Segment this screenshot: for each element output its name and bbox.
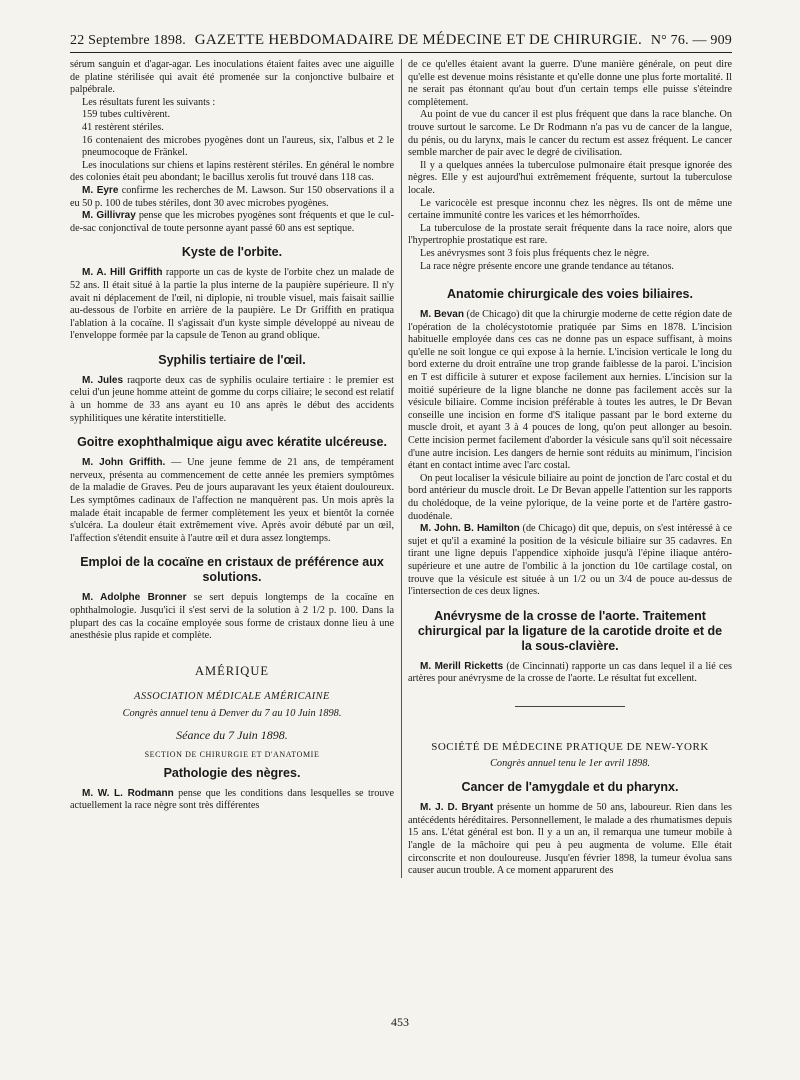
section-heading: Anévrysme de la crosse de l'aorte. Traitement chirurgical par la ligature de la carotide droite et de la sous-clavière.	[417, 608, 723, 653]
paragraph: La race nègre présente encore une grande tendance au tétanos.	[420, 260, 674, 272]
paragraph-text: (de Cincinnati) rapporte un cas dans lequel il a lié ces artères pour anévrysme de la crosse de l'aorte. Le résultat fut excellent.	[408, 660, 732, 685]
paragraph-text: rapporte un cas de kyste de l'orbite chez un malade de 52 ans. Il était situé à la partie la plus interne de la paupière supérieure. Il n'y avait ni déplacement de l'œil, ni diplopie, ni trouble visuel, mais faisait saillie au-dessous de l'orbite en arrière de la paupière. Le Dr Griffith en pratiqua l'ablation à la cocaïne. Il s'agissait d'un kyste simple développé au niveau de l'enveloppe formée par la capsule de Tenon au grand oblique.	[70, 267, 394, 342]
paragraph-text: présente un homme de 50 ans, laboureur. Rien dans les antécédents héréditaires. Personnellement, le malade a des rhumatismes depuis 15 ans. L'état général est bon. Il y a un an, il remarqua une tumeur mobile à l'angle de la mâchoire qui peu à peu augmenta de volume. Elle était circonscrite et non douloureuse. Jusqu'en février 1898, la tumeur évolua sans causer aucun trouble. A ce moment apparurent des	[408, 802, 732, 877]
author-name: M. Gillivray	[82, 210, 136, 222]
paragraph	[70, 185, 394, 210]
author-name: M. John. B. Hamilton	[420, 523, 520, 535]
society-name: SOCIÉTÉ DE MÉDECINE PRATIQUE DE NEW-YORK	[431, 740, 709, 753]
section-heading: Anatomie chirurgicale des voies biliaires.	[447, 287, 693, 302]
paragraph-text: — Une jeune femme de 21 ans, de tempérament nerveux, présenta au commencement de cette année les premiers symptômes de la maladie de Graves. Peu de jours auparavant les yeux étaient douloureux. Les symptômes cadinaux de l'affection ne manquèrent pas. Un mois après la malade était incapable de fermer complètement les yeux et bientôt la cornée s'ulcéra. La douleur était extrêmement vive. Après avoir débuté par un œil, l'affection s'étendit ensuite à l'autre œil et dura assez longtemps.	[70, 457, 395, 544]
paragraph-text: (de Chicago) dit que, depuis, on s'est intéressé à ce sujet et qu'il a examiné la position de la vésicule biliaire sur 35 cadavres. En tirant une ligne depuis l'appendice xiphoïde jusqu'à l'épine iliaque antéro-supérieure et une autre de l'ombilic à la jonction du 10e cartilage costal, on trouve que la vésicule est située à un 1/2 ou un 3/4 de pouce au-dessus de l'intersection de ces deux lignes.	[408, 523, 732, 598]
paragraph: La tuberculose de la prostate serait fréquente dans la race noire, alors que l'hypertrophie prostatique est rare.	[408, 222, 732, 247]
paragraph-text: pense que les conditions dans lesquelles se trouve actuellement la race nègre sont très différentes	[70, 787, 395, 812]
paragraph: Au point de vue du cancer il est plus fréquent que dans la race blanche. On trouve surtout le sarcome. Le Dr Rodmann n'a pas vu de cancer de la langue, du pénis, ou du larynx, mais le cancer du rectum est assez fréquent. Le cancer semble marcher de pair avec le degré de civilisation.	[408, 109, 732, 159]
paragraph	[408, 523, 732, 599]
author-name: M. A. Hill Griffith	[82, 267, 163, 279]
running-header	[70, 32, 732, 53]
header-date: 22 Septembre 1898.	[70, 33, 186, 48]
paragraph	[408, 661, 732, 686]
paragraph	[70, 592, 394, 642]
column-divider	[401, 59, 402, 878]
list-item: 41 restèrent stériles.	[82, 121, 164, 133]
paragraph-text: se sert depuis longtemps de la cocaïne en ophthalmologie. Jusqu'ici il s'est servi de la solution à 2 1/2 p. 100. Dans la plupart des cas la cocaïne employée sous forme de cristaux donne lieu à une anesthésie plus rapide et complète.	[70, 592, 394, 642]
author-name: M. J. D. Bryant	[420, 802, 494, 814]
paragraph	[70, 210, 394, 235]
paragraph	[70, 457, 394, 545]
society-name: ASSOCIATION MÉDICALE AMÉRICAINE	[134, 691, 330, 703]
paragraph	[70, 267, 394, 343]
paragraph	[408, 309, 732, 473]
session-date: Séance du 7 Juin 1898.	[176, 727, 288, 742]
section-heading: Kyste de l'orbite.	[181, 245, 283, 260]
paragraph-text: raqporte deux cas de syphilis oculaire tertiaire : le premier est celui d'un jeune homme atteint de gomme du corps ciliaire; le second est relatif à un homme de 33 ans ayant eu 10 ans après le début des accidents syphilitiques une kératite interstitielle.	[70, 374, 394, 424]
left-column	[70, 59, 394, 878]
columns	[70, 59, 732, 878]
section-heading: Syphilis tertiaire de l'œil.	[158, 352, 306, 367]
paragraph: Il y a quelques années la tuberculose pulmonaire était presque ignorée des nègres. Elle y est aujourd'hui extrêmement fréquente, surtout la tuberculose locale.	[408, 159, 732, 196]
paragraph	[70, 788, 394, 813]
paragraph-text: pense que les microbes pyogènes sont fréquents et que le cul-de-sac conjonctival de toute personne ayant passé 60 ans est septique.	[70, 210, 394, 234]
paragraph: Les anévrysmes sont 3 fois plus fréquents chez le nègre.	[420, 247, 650, 259]
paragraph: de ce qu'elles étaient avant la guerre. D'une manière générale, on peut dire qu'elle est devenue moins résistante et qu'elle donne une plus forte mortalité. Il ne serait pas étonnant qu'au bout d'un certain temps elle puisse s'éteindre complètement.	[408, 59, 732, 108]
author-name: M. Bevan	[420, 309, 464, 321]
author-name: M. Jules	[82, 374, 124, 386]
right-column	[408, 59, 732, 878]
issue-number: N° 76. — 909	[650, 33, 732, 48]
paragraph-text: (de Chicago) dit que la chirurgie moderne de cette région date de l'opération de la cholécystotomie pratiquée par Sims en 1878. L'incision habituelle employée dans ces cas ne donne pas un espace suffisant, à moins qu'elle ne soit longue ce qui expose à la hernie. L'incision verticale le long du bord externe du droit entraîne une trop grande faiblesse de la paroi. L'incision en T est difficile à suturer et expose facilement aux hernies. L'incision sur la moitié supérieure de la ligne blanche ne donne pas facilement accès sur la vésicule biliaire. Comme incision préférable à toutes les autres, le Dr Bevan conseille une incision en forme d'S italique passant par le bord externe du muscle droit, et ayant 3 à 4 pouces de long, qu'on peut allonger au besoin. Cette incision permet facilement d'aborder la vésicule sans qu'il soit nécessaire d'une autre incision. Les dangers de hernie sont réduits au minimum, l'incision étant en contact intime avec l'arc costal.	[408, 309, 732, 472]
section-heading: Emploi de la cocaïne en cristaux de préférence aux solutions.	[80, 555, 384, 585]
separator-rule	[515, 706, 625, 707]
section-label: SECTION DE CHIRURGIE ET D'ANATOMIE	[144, 750, 320, 760]
section-heading: Cancer de l'amygdale et du pharynx.	[461, 780, 679, 795]
paragraph: Les résultats furent les suivants :	[82, 96, 216, 108]
paragraph-text: confirme les recherches de M. Lawson. Sur 150 observations il a eu 50 p. 100 de tubes stériles, dont 30 avec microbes pyogènes.	[70, 184, 394, 209]
congress-line: Congrès annuel tenu le 1er avril 1898.	[490, 757, 650, 769]
congress-line: Congrès annuel tenu à Denver du 7 au 10 Juin 1898.	[122, 707, 342, 719]
journal-title: GAZETTE HEBDOMADAIRE DE MÉDECINE ET DE CHIRURGIE.	[194, 32, 643, 48]
author-name: M. Eyre	[82, 184, 119, 196]
section-heading: Goitre exophthalmique aigu avec kératite ulcéreuse.	[77, 435, 387, 450]
paragraph: Les inoculations sur chiens et lapins restèrent stériles. En général le nombre des colonies était peu abondant; le bacillus xerolis fut trouvé dans 118 cas.	[70, 159, 394, 184]
author-name: M. W. L. Rodmann	[82, 787, 174, 799]
author-name: M. Adolphe Bronner	[82, 592, 187, 604]
paragraph	[70, 375, 394, 425]
region-heading: AMÉRIQUE	[195, 663, 269, 678]
page-number: 453	[391, 1015, 409, 1029]
paragraph: Le varicocèle est presque inconnu chez les nègres. Ils ont de même une certaine immunité contre les varices et les hémorrhoïdes.	[408, 197, 732, 222]
paragraph: sérum sanguin et d'agar-agar. Les inoculations étaient faites avec une aiguille de platine stérilisée qui avait été promenée sur la conjonctive bulbaire et palpébrale.	[70, 59, 394, 96]
author-name: M. John Griffith.	[82, 457, 166, 469]
list-item: 16 contenaient des microbes pyogènes dont un l'aureus, six, l'albus et 2 le pneumocoque de Fränkel.	[82, 134, 394, 159]
paragraph: On peut localiser la vésicule biliaire au point de jonction de l'arc costal et du bord antérieur du muscle droit. Le Dr Bevan appelle l'attention sur les rapports du cholédoque, de la veine pylorique, de la veine porte et de l'artère gastro-duodénale.	[408, 472, 732, 522]
section-heading: Pathologie des nègres.	[163, 765, 301, 780]
list-item: 159 tubes cultivèrent.	[82, 109, 170, 121]
page	[70, 32, 732, 878]
paragraph	[408, 802, 732, 878]
author-name: M. Merill Ricketts	[420, 660, 504, 672]
